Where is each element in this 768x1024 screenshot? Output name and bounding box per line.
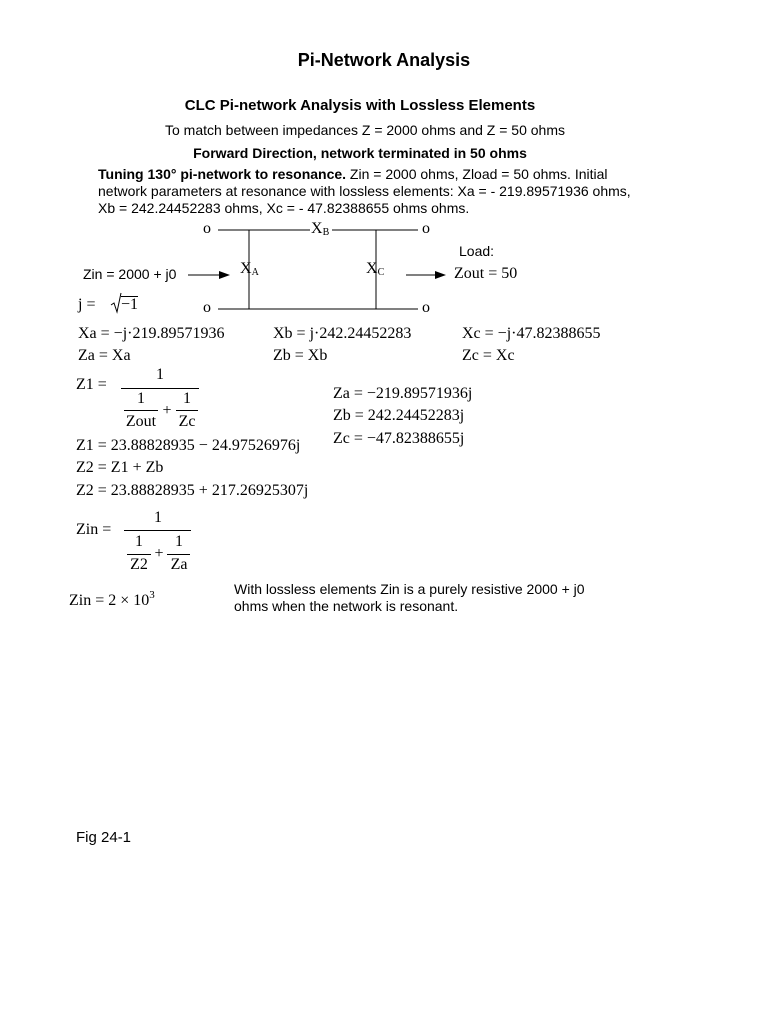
- resonance-note-line-2: ohms when the network is resonant.: [234, 598, 459, 614]
- z1-fraction-bar: [121, 388, 199, 389]
- za-value: Za = −219.89571936j: [333, 385, 473, 402]
- zc-equation: Zc = Xc: [462, 347, 515, 364]
- figure-caption: Fig 24-1: [76, 829, 132, 846]
- page-title: Pi-Network Analysis: [297, 50, 471, 70]
- zin-inner-bar-a: [127, 554, 151, 555]
- zin-inner-bar-b: [167, 554, 190, 555]
- tuning-text-3: Xb = 242.24452283 ohms, Xc = - 47.82388655 ohms ohms.: [98, 200, 470, 216]
- z1-numerator: 1: [156, 366, 164, 383]
- zin-arrow-icon: [219, 271, 230, 279]
- tuning-text-1: Zin = 2000 ohms, Zload = 50 ohms. Initial: [346, 166, 608, 182]
- j-definition-lhs: j =: [78, 296, 96, 313]
- zin-denominator-za: Za: [170, 556, 188, 573]
- j-definition-radicand: −1: [121, 296, 139, 313]
- label-xb: $X_B$: [311, 220, 330, 238]
- zin-result-exponent: 3: [149, 589, 155, 601]
- z1-denominator-zc: Zc: [178, 413, 196, 430]
- terminal-bottom-right: o: [422, 299, 430, 316]
- z2-definition: Z2 = Z1 + Zb: [76, 459, 164, 476]
- z1-inner-one-b: 1: [183, 390, 191, 407]
- z1-inner-bar-a: [124, 410, 158, 411]
- zin-result: Zin = $2 \times 10^3$: [69, 589, 155, 609]
- zin-inner-one-b: 1: [175, 533, 183, 550]
- resonance-note-line-1: With lossless elements Zin is a purely resistive 2000 + j0: [234, 581, 585, 597]
- z1-denominator-zout: Zout: [125, 413, 157, 430]
- tuning-heading: Tuning 130° pi-network to resonance.: [98, 166, 347, 182]
- z1-plus: +: [162, 402, 172, 419]
- z1-inner-bar-b: [176, 410, 198, 411]
- zc-value: Zc = −47.82388655j: [333, 430, 465, 447]
- zout-equation: Zout = 50: [454, 265, 518, 282]
- tuning-text-2: network parameters at resonance with lossless elements: Xa = - 219.89571936 ohms,: [98, 183, 631, 199]
- zout-arrow-icon: [435, 271, 446, 279]
- terminal-top-left: o: [203, 220, 211, 237]
- zin-fraction-bar: [124, 530, 191, 531]
- zin-lhs: Zin =: [76, 521, 112, 538]
- zin-plus: +: [154, 545, 164, 562]
- xb-equation: Xb = j·242.24452283: [273, 325, 412, 342]
- direction-line: Forward Direction, network terminated in 50 ohms: [193, 145, 527, 161]
- zin-inner-one-a: 1: [135, 533, 143, 550]
- label-xc: $X_C$: [366, 260, 385, 278]
- zb-value: Zb = 242.24452283j: [333, 407, 465, 424]
- resonance-note: [234, 581, 585, 615]
- z1-inner-one-a: 1: [137, 390, 145, 407]
- page-subtitle: CLC Pi-network Analysis with Lossless Elements: [184, 97, 536, 114]
- z2-value: Z2 = 23.88828935 + 217.26925307j: [76, 482, 309, 499]
- terminal-bottom-left: o: [203, 299, 211, 316]
- z1-value: Z1 = 23.88828935 − 24.97526976j: [76, 437, 301, 454]
- terminal-top-right: o: [422, 220, 430, 237]
- label-xa: $X_A$: [240, 260, 259, 278]
- xa-equation: Xa = −j·219.89571936: [78, 325, 225, 342]
- za-equation: Za = Xa: [78, 347, 131, 364]
- zin-numerator: 1: [154, 509, 162, 526]
- xc-equation: Xc = −j·47.82388655: [462, 325, 601, 342]
- zin-label: Zin = 2000 + j0: [83, 266, 177, 282]
- match-line: To match between impedances Z = 2000 ohms and Z = 50 ohms: [164, 122, 565, 138]
- zin-denominator-z2: Z2: [130, 556, 148, 573]
- zb-equation: Zb = Xb: [273, 347, 328, 364]
- z1-lhs: Z1 =: [76, 376, 107, 393]
- load-label: Load:: [459, 243, 495, 259]
